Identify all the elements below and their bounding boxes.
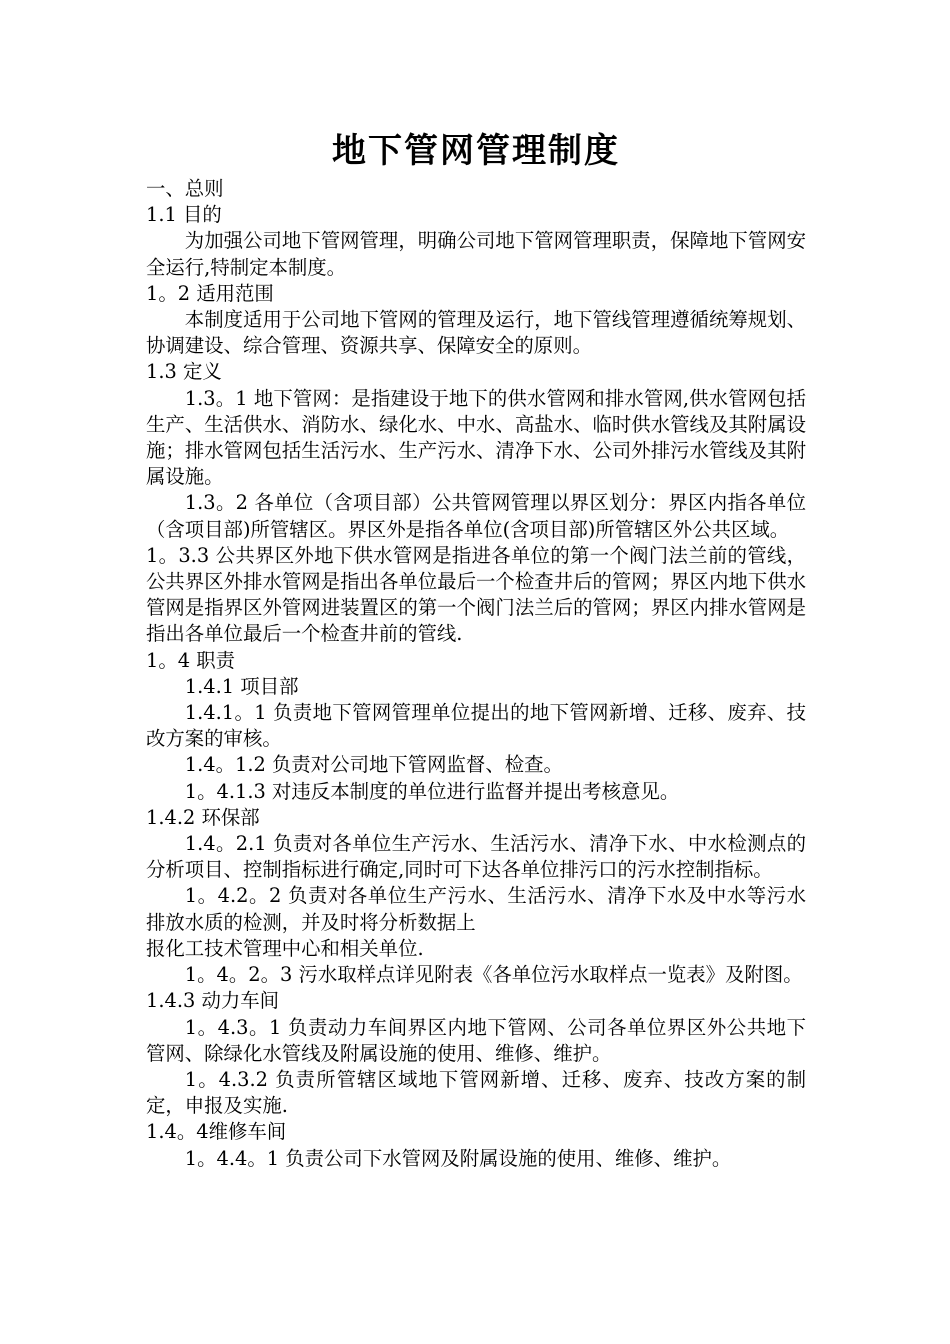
paragraph: 1.4。4维修车间: [146, 1120, 287, 1144]
paragraph: 1。4.2。2 负责对各单位生产污水、生活污水、清净下水及中水等污水排放水质的检测，并及时将分析数据上: [146, 884, 806, 934]
paragraph: 1。4。2。3 污水取样点详见附表《各单位污水取样点一览表》及附图。: [184, 963, 803, 987]
paragraph: 1.3。1 地下管网：是指建设于地下的供水管网和排水管网,供水管网包括生产、生活供水、消防水、绿化水、中水、高盐水、临时供水管线及其附属设施；排水管网包括生活污水、生产污水、清净下水、公司外排污水管线及其附属设施。: [146, 386, 806, 489]
paragraph: 1.1 目的: [146, 203, 222, 227]
document-page: [146, 128, 806, 1172]
paragraph: 1.4。1.2 负责对公司地下管网监督、检查。: [184, 753, 563, 777]
paragraph: 1.4.1。1 负责地下管网管理单位提出的地下管网新增、迁移、废弃、技改方案的审核。: [146, 701, 806, 751]
paragraph: 1。4.3。1 负责动力车间界区内地下管网、公司各单位界区外公共地下管网、除绿化水管线及附属设施的使用、维修、维护。: [146, 1015, 806, 1065]
paragraph: 1.4.3 动力车间: [146, 989, 280, 1013]
paragraph: 1。3.3 公共界区外地下供水管网是指进各单位的第一个阀门法兰前的管线，公共界区外排水管网是指出各单位最后一个检查井后的管网；界区内地下供水管网是指界区外管网进装置区的第一个阀门法兰后的管网；界区内排水管网是指出各单位最后一个检查井前的管线.: [146, 543, 806, 646]
document-body: [146, 176, 806, 1172]
paragraph: 1。4.4。1 负责公司下水管网及附属设施的使用、维修、维护。: [184, 1146, 732, 1170]
document-title: 地下管网管理制度: [332, 131, 620, 171]
paragraph: 1.4.2 环保部: [146, 805, 260, 829]
paragraph: 1。4 职责: [146, 648, 236, 672]
paragraph: 1。4.3.2 负责所管辖区域地下管网新增、迁移、废弃、技改方案的制定，申报及实施.: [146, 1067, 806, 1118]
paragraph: 1。2 适用范围: [146, 281, 274, 305]
paragraph: 1。4.1.3 对违反本制度的单位进行监督并提出考核意见。: [184, 779, 680, 803]
paragraph: 1.4.1 项目部: [184, 674, 299, 698]
paragraph: 1.3 定义: [146, 360, 222, 384]
paragraph: 1.4。2.1 负责对各单位生产污水、生活污水、清净下水、中水检测点的分析项目、控制指标进行确定,同时可下达各单位排污口的污水控制指标。: [146, 832, 806, 882]
paragraph: 一、总则: [146, 177, 224, 200]
paragraph: 为加强公司地下管网管理，明确公司地下管网管理职责，保障地下管网安全运行,特制定本制度。: [146, 229, 806, 279]
paragraph: 报化工技术管理中心和相关单位.: [146, 936, 424, 960]
paragraph: 本制度适用于公司地下管网的管理及运行，地下管线管理遵循统筹规划、协调建设、综合管理、资源共享、保障安全的原则。: [146, 308, 806, 358]
paragraph: 1.3。2 各单位（含项目部）公共管网管理以界区划分：界区内指各单位（含项目部)所管辖区。界区外是指各单位(含项目部)所管辖区外公共区域。: [146, 491, 806, 541]
